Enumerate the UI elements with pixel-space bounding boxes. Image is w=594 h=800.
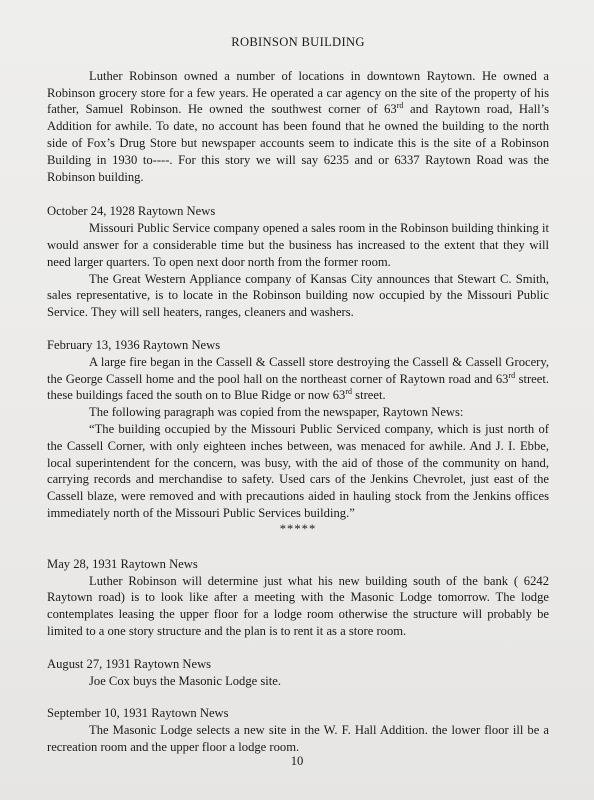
section-1928 bbox=[47, 203, 549, 321]
ordinal-suffix: rd bbox=[508, 370, 516, 380]
separator-stars: ***** bbox=[279, 521, 317, 536]
section-paragraph: Missouri Public Service company opened a sales room in the Robinson building thinking it would answer for a considerable time but the business has increased to the extent that they will need larger quarters. To open next door north from the former room. bbox=[47, 221, 549, 269]
ordinal-suffix: rd bbox=[396, 101, 404, 111]
fire-text-c: street. bbox=[352, 388, 386, 403]
section-date: September 10, 1931 Raytown News bbox=[47, 706, 229, 721]
section-paragraph: Joe Cox buys the Masonic Lodge site. bbox=[89, 673, 282, 688]
section-paragraph: The Great Western Appliance company of Kansas City announces that Stewart C. Smith, sales representative, is to locate in the Robinson building now occupied by the Missouri Public Service. They will sell heaters, ranges, cleaners and washers. bbox=[47, 271, 549, 320]
newspaper-quote: “The building occupied by the Missouri Public Serviced company, which is just north of the Cassell Corner, with only eighteen inches between, was menaced for awhile. And J. I. Ebbe, local superintendent for the concern, was busy, with the aid of those of the community on hand, carrying records and merchandise to safety. Used cars of the Jenkins Chevrolet, just east of the Cassell blaze, were removed and with precautions aided in hauling stock from the Jenkins offices immediately north of the Missouri Public Services building.” bbox=[47, 421, 549, 520]
ordinal-suffix: rd bbox=[345, 387, 353, 397]
section-paragraph: The Masonic Lodge selects a new site in the W. F. Hall Addition. the lower floor ill be a recreation room and the upper floor a lodge room. bbox=[47, 723, 549, 754]
section-paragraph bbox=[47, 354, 549, 404]
fire-text-a: A large fire began in the Cassell & Cassell store destroying the Cassell & Cassell Grocery, the George Cassell home and the pool hall on the northeast corner of Raytown road and 63 bbox=[47, 354, 549, 386]
section-paragraph: The following paragraph was copied from the newspaper, Raytown News: bbox=[89, 405, 464, 420]
fire-text-b: street. these buildings faced the south on to Blue Ridge or now 63 bbox=[47, 371, 549, 403]
intro-paragraph bbox=[47, 68, 549, 186]
page-title: ROBINSON BUILDING bbox=[231, 35, 365, 49]
intro-text-b: and Raytown road, Hall’s Addition for awhile. To date, no account has been found that he owned the building to the north side of Fox’s Drug Store but newspaper accounts seem to indicate this is the site of a Robinson Building in 1930 to----. For this story we will say 6235 and or 6337 Raytown Road was the Robinson building. bbox=[47, 102, 550, 184]
section-aug-1931 bbox=[47, 656, 549, 690]
section-date: February 13, 1936 Raytown News bbox=[47, 337, 221, 352]
page-content bbox=[47, 34, 549, 756]
section-sep-1931 bbox=[47, 705, 549, 755]
page-number: 10 bbox=[290, 754, 304, 768]
section-date: May 28, 1931 Raytown News bbox=[47, 556, 198, 571]
section-date: October 24, 1928 Raytown News bbox=[47, 204, 216, 219]
section-may-1931 bbox=[47, 556, 549, 640]
section-paragraph: Luther Robinson will determine just what his new building south of the bank ( 6242 Raytown road) is to look like after a meeting with the Masonic Lodge tomorrow. The lodge contemplates leasing the upper floor for a lodge room otherwise the structure will probably be limited to a one story structure and the plan is to rent it as a store room. bbox=[47, 573, 549, 638]
intro-text-a: Luther Robinson owned a number of locations in downtown Raytown. He owned a Robinson grocery store for a few years. He operated a car agency on the site of the property of his father, Samuel Robinson. He owned the southwest corner of 63 bbox=[47, 68, 549, 117]
section-1936 bbox=[47, 337, 549, 536]
section-date: August 27, 1931 Raytown News bbox=[47, 656, 212, 671]
